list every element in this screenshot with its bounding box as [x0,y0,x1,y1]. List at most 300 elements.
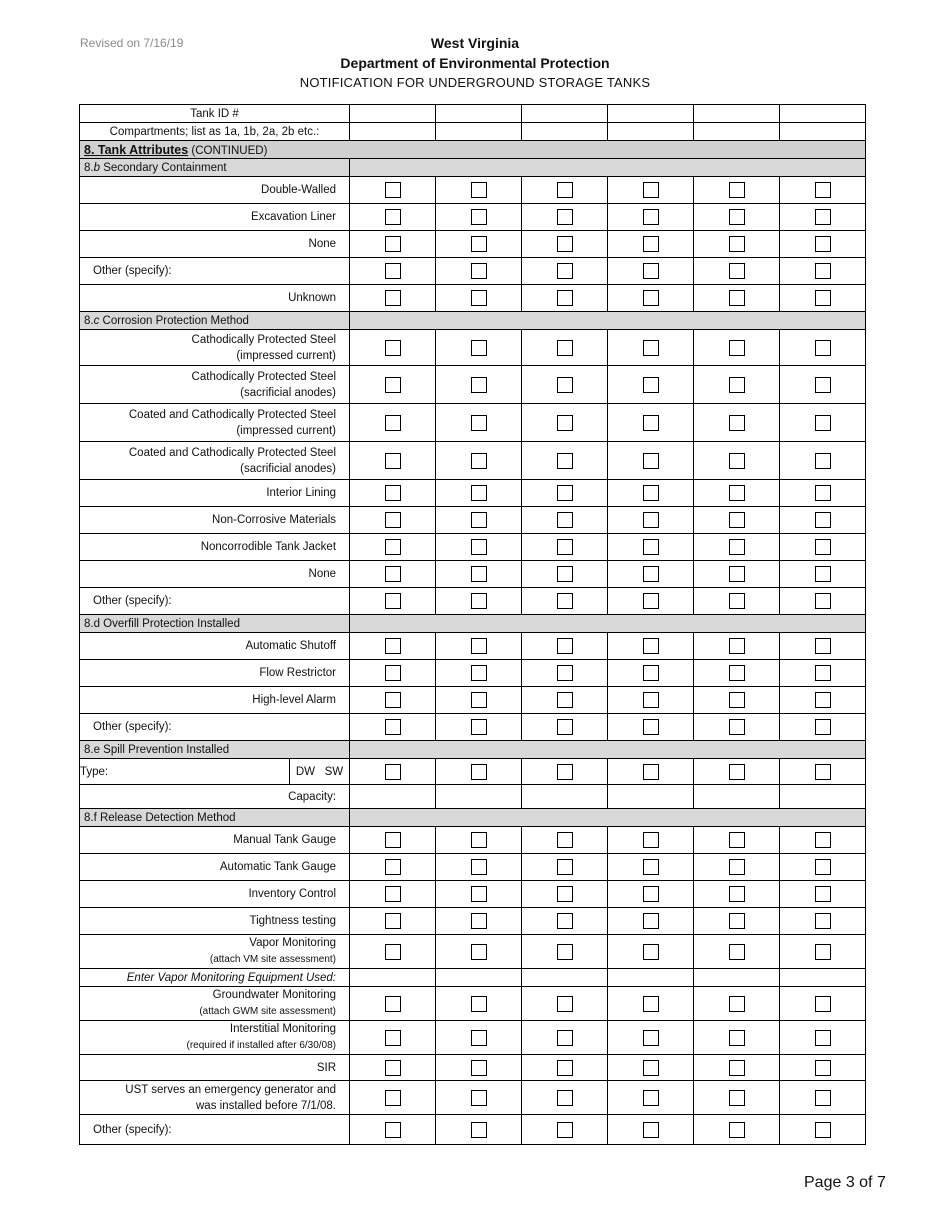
checkbox[interactable] [729,859,745,875]
checkbox[interactable] [385,485,401,501]
checkbox[interactable] [471,1122,487,1138]
checkbox[interactable] [643,859,659,875]
release-vapor-monitoring-tank-3-cell [522,935,608,969]
checkbox[interactable] [729,263,745,279]
corrosion-ccps-sacrificial-tank-3-cell [522,442,608,480]
compartments-tank-1-field[interactable] [350,123,436,141]
release-tightness-testing-tank-6-cell [780,908,866,935]
overfill-title-text: 8.d Overfill Protection Installed [84,617,240,630]
checkbox[interactable] [557,236,573,252]
checkbox[interactable] [557,996,573,1012]
corrosion-ccps-sacrificial-row [80,442,866,480]
checkbox[interactable] [557,764,573,780]
checkbox[interactable] [815,886,831,902]
checkbox[interactable] [815,340,831,356]
spill-prevention-section-title [80,741,350,759]
release-emergency-generator-row [80,1081,866,1115]
checkbox[interactable] [815,1090,831,1106]
checkbox[interactable] [729,340,745,356]
compartments-label [80,123,350,141]
checkbox[interactable] [643,1090,659,1106]
corrosion-ccps-impressed-tank-3-cell [522,404,608,442]
checkbox[interactable] [729,415,745,431]
checkbox[interactable] [643,453,659,469]
corrosion-non-corrosive-row [80,507,866,534]
overfill-automatic-shutoff-tank-6-cell [780,633,866,660]
release-vapor-equipment-tank-3-field[interactable] [522,969,608,987]
release-vapor-equipment-tank-2-field[interactable] [436,969,522,987]
corrosion-cps-impressed-tank-5-cell [694,330,780,366]
checkbox[interactable] [471,1030,487,1046]
checkbox[interactable] [557,182,573,198]
checkbox[interactable] [815,290,831,306]
checkbox[interactable] [385,1122,401,1138]
checkbox[interactable] [557,1060,573,1076]
checkbox[interactable] [385,1090,401,1106]
checkbox[interactable] [557,566,573,582]
checkbox[interactable] [557,859,573,875]
checkbox[interactable] [729,764,745,780]
checkbox[interactable] [815,859,831,875]
overfill-protection-header-row [80,615,866,633]
secondary-double-walled-tank-5-cell [694,177,780,204]
corrosion-cps-impressed-tank-4-cell [608,330,694,366]
checkbox[interactable] [729,944,745,960]
checkbox[interactable] [643,415,659,431]
release-vapor-equipment-tank-1-field[interactable] [350,969,436,987]
release-vapor-equipment-tank-5-field[interactable] [694,969,780,987]
checkbox[interactable] [729,566,745,582]
checkbox[interactable] [385,1030,401,1046]
corrosion-interior-lining-label [80,480,350,507]
checkbox[interactable] [729,485,745,501]
checkbox[interactable] [385,719,401,735]
checkbox[interactable] [815,593,831,609]
checkbox[interactable] [385,415,401,431]
checkbox[interactable] [729,512,745,528]
section-8-continued-text: (CONTINUED) [191,144,268,157]
checkbox[interactable] [471,340,487,356]
checkbox[interactable] [729,692,745,708]
checkbox[interactable] [385,886,401,902]
secondary-double-walled-row [80,177,866,204]
checkbox[interactable] [729,1030,745,1046]
checkbox[interactable] [385,340,401,356]
checkbox[interactable] [815,719,831,735]
spill-capacity-tank-2-field[interactable] [436,785,522,809]
checkbox[interactable] [385,764,401,780]
checkbox[interactable] [643,719,659,735]
corrosion-other-tank-5-cell [694,588,780,615]
checkbox[interactable] [385,996,401,1012]
spill-capacity-tank-5-field[interactable] [694,785,780,809]
compartments-tank-5-field[interactable] [694,123,780,141]
checkbox[interactable] [815,566,831,582]
checkbox[interactable] [471,913,487,929]
checkbox[interactable] [815,485,831,501]
checkbox[interactable] [557,1122,573,1138]
checkbox[interactable] [643,377,659,393]
checkbox[interactable] [471,1090,487,1106]
checkbox[interactable] [643,996,659,1012]
checkbox[interactable] [471,665,487,681]
checkbox[interactable] [471,944,487,960]
tank-id-tank-6-field[interactable] [780,105,866,123]
corrosion-cps-impressed-tank-1-cell [350,330,436,366]
checkbox[interactable] [815,1030,831,1046]
checkbox[interactable] [471,263,487,279]
checkbox[interactable] [471,453,487,469]
release-sir-row [80,1055,866,1081]
checkbox[interactable] [729,593,745,609]
overfill-automatic-shutoff-tank-2-cell [436,633,522,660]
corrosion-other-text-1: Other (specify): [93,595,172,607]
secondary-other-tank-6-cell [780,258,866,285]
checkbox[interactable] [557,1090,573,1106]
checkbox[interactable] [815,415,831,431]
checkbox[interactable] [729,182,745,198]
checkbox[interactable] [729,377,745,393]
checkbox[interactable] [643,913,659,929]
checkbox[interactable] [729,236,745,252]
checkbox[interactable] [815,453,831,469]
checkbox[interactable] [729,665,745,681]
checkbox[interactable] [729,1090,745,1106]
corrosion-none-tank-1-cell [350,561,436,588]
tank-id-label [80,105,350,123]
release-tightness-testing-tank-5-cell [694,908,780,935]
corrosion-ccps-sacrificial-tank-4-cell [608,442,694,480]
checkbox[interactable] [385,638,401,654]
checkbox[interactable] [471,566,487,582]
checkbox[interactable] [643,944,659,960]
checkbox[interactable] [815,209,831,225]
checkbox[interactable] [643,539,659,555]
checkbox[interactable] [729,1060,745,1076]
release-vapor-equipment-tank-4-field[interactable] [608,969,694,987]
checkbox[interactable] [557,377,573,393]
checkbox[interactable] [557,209,573,225]
corrosion-letter: c [93,314,100,327]
overfill-high-level-alarm-tank-2-cell [436,687,522,714]
secondary-other-text-1: Other (specify): [93,265,172,277]
corrosion-noncorrodible-jacket-tank-2-cell [436,534,522,561]
checkbox[interactable] [471,1060,487,1076]
checkbox[interactable] [471,290,487,306]
release-vapor-monitoring-tank-6-cell [780,935,866,969]
corrosion-ccps-sacrificial-tank-2-cell [436,442,522,480]
release-interstitial-monitoring-tank-5-cell [694,1021,780,1055]
checkbox[interactable] [557,290,573,306]
checkbox[interactable] [471,182,487,198]
corrosion-noncorrodible-jacket-text-1: Noncorrodible Tank Jacket [200,541,337,553]
checkbox[interactable] [385,236,401,252]
checkbox[interactable] [557,913,573,929]
checkbox[interactable] [643,1030,659,1046]
corrosion-cps-sacrificial-text-1: Cathodically Protected Steel [191,370,337,383]
checkbox[interactable] [385,453,401,469]
checkbox[interactable] [557,1030,573,1046]
release-inventory-control-tank-1-cell [350,881,436,908]
compartments-tank-6-field[interactable] [780,123,866,141]
release-automatic-tank-gauge-tank-6-cell [780,854,866,881]
release-vapor-equipment-tank-6-field[interactable] [780,969,866,987]
checkbox[interactable] [815,1122,831,1138]
spill-capacity-text-1: Capacity: [288,790,337,803]
compartments-tank-3-field[interactable] [522,123,608,141]
checkbox[interactable] [643,512,659,528]
secondary-prefix: 8. [84,161,94,174]
checkbox[interactable] [815,1060,831,1076]
checkbox[interactable] [643,209,659,225]
checkbox[interactable] [471,859,487,875]
release-other-tank-3-cell [522,1115,608,1145]
secondary-unknown-tank-1-cell [350,285,436,312]
checkbox[interactable] [815,182,831,198]
checkbox[interactable] [729,832,745,848]
checkbox[interactable] [815,539,831,555]
corrosion-prefix: 8. [84,314,94,327]
checkbox[interactable] [815,638,831,654]
checkbox[interactable] [385,209,401,225]
release-vapor-monitoring-text-1: Vapor Monitoring [249,937,337,949]
compartments-tank-2-field[interactable] [436,123,522,141]
checkbox[interactable] [643,665,659,681]
release-tightness-testing-row [80,908,866,935]
spill-sw-text: SW [324,765,344,778]
secondary-unknown-text-1: Unknown [288,292,337,304]
checkbox[interactable] [385,593,401,609]
corrosion-other-tank-1-cell [350,588,436,615]
checkbox[interactable] [643,692,659,708]
spill-type-tank-3-cell [522,759,608,785]
spill-capacity-tank-6-field[interactable] [780,785,866,809]
checkbox[interactable] [385,290,401,306]
corrosion-non-corrosive-tank-4-cell [608,507,694,534]
tank-id-text-1: Tank ID # [190,107,239,120]
checkbox[interactable] [471,593,487,609]
checkbox[interactable] [643,485,659,501]
checkbox[interactable] [643,832,659,848]
release-interstitial-monitoring-tank-4-cell [608,1021,694,1055]
secondary-none-tank-4-cell [608,231,694,258]
checkbox[interactable] [471,996,487,1012]
checkbox[interactable] [385,512,401,528]
release-sir-label [80,1055,350,1081]
release-sir-tank-5-cell [694,1055,780,1081]
checkbox[interactable] [557,485,573,501]
tank-id-tank-1-field[interactable] [350,105,436,123]
tank-id-tank-2-field[interactable] [436,105,522,123]
checkbox[interactable] [557,719,573,735]
checkbox[interactable] [643,593,659,609]
corrosion-ccps-sacrificial-tank-5-cell [694,442,780,480]
release-vapor-monitoring-row [80,935,866,969]
release-emergency-generator-tank-2-cell [436,1081,522,1115]
checkbox[interactable] [729,209,745,225]
checkbox[interactable] [815,944,831,960]
checkbox[interactable] [643,1122,659,1138]
checkbox[interactable] [557,944,573,960]
spill-capacity-tank-3-field[interactable] [522,785,608,809]
release-automatic-tank-gauge-tank-5-cell [694,854,780,881]
corrosion-cps-sacrificial-tank-5-cell [694,366,780,404]
checkbox[interactable] [729,996,745,1012]
checkbox[interactable] [471,764,487,780]
checkbox[interactable] [643,182,659,198]
checkbox[interactable] [471,377,487,393]
checkbox[interactable] [729,638,745,654]
checkbox[interactable] [385,539,401,555]
overfill-other-text-1: Other (specify): [93,721,172,733]
checkbox[interactable] [385,566,401,582]
tank-id-row [80,105,866,123]
checkbox[interactable] [815,913,831,929]
compartments-tank-4-field[interactable] [608,123,694,141]
checkbox[interactable] [815,996,831,1012]
spill-type-tank-1-cell [350,759,436,785]
corrosion-noncorrodible-jacket-tank-3-cell [522,534,608,561]
corrosion-noncorrodible-jacket-tank-4-cell [608,534,694,561]
checkbox[interactable] [557,692,573,708]
checkbox[interactable] [643,886,659,902]
corrosion-ccps-sacrificial-tank-1-cell [350,442,436,480]
checkbox[interactable] [385,692,401,708]
checkbox[interactable] [557,453,573,469]
release-automatic-tank-gauge-tank-1-cell [350,854,436,881]
release-emergency-generator-text-2: was installed before 7/1/08. [196,1099,337,1112]
checkbox[interactable] [471,832,487,848]
checkbox[interactable] [729,913,745,929]
secondary-double-walled-tank-4-cell [608,177,694,204]
checkbox[interactable] [643,340,659,356]
checkbox[interactable] [729,719,745,735]
checkbox[interactable] [385,377,401,393]
secondary-double-walled-tank-6-cell [780,177,866,204]
checkbox[interactable] [815,512,831,528]
checkbox[interactable] [557,539,573,555]
release-groundwater-monitoring-text-2: (attach GWM site assessment) [199,1006,337,1017]
checkbox[interactable] [471,512,487,528]
form-title: NOTIFICATION FOR UNDERGROUND STORAGE TANKS [299,75,651,90]
checkbox[interactable] [557,340,573,356]
compartments-text-1: Compartments; list as 1a, 1b, 2a, 2b etc.: [109,125,320,138]
release-vapor-monitoring-label [80,935,350,969]
revision-date: Revised on 7/16/19 [80,36,184,50]
spill-prevention-header-row [80,741,866,759]
checkbox[interactable] [385,832,401,848]
secondary-other-tank-3-cell [522,258,608,285]
checkbox[interactable] [385,859,401,875]
checkbox[interactable] [815,263,831,279]
checkbox[interactable] [815,377,831,393]
checkbox[interactable] [643,236,659,252]
checkbox[interactable] [471,719,487,735]
checkbox[interactable] [729,453,745,469]
overfill-high-level-alarm-tank-3-cell [522,687,608,714]
spill-capacity-tank-1-field[interactable] [350,785,436,809]
section-8-title [80,141,866,159]
secondary-letter: b [93,161,100,174]
corrosion-non-corrosive-label [80,507,350,534]
spill-capacity-tank-4-field[interactable] [608,785,694,809]
checkbox[interactable] [557,638,573,654]
checkbox[interactable] [471,692,487,708]
checkbox[interactable] [385,1060,401,1076]
release-groundwater-monitoring-tank-5-cell [694,987,780,1021]
checkbox[interactable] [557,593,573,609]
corrosion-title: Corrosion Protection Method [99,314,249,327]
corrosion-cps-sacrificial-row [80,366,866,404]
checkbox[interactable] [471,236,487,252]
checkbox[interactable] [729,290,745,306]
release-vapor-monitoring-tank-5-cell [694,935,780,969]
checkbox[interactable] [643,764,659,780]
checkbox[interactable] [557,263,573,279]
secondary-other-tank-1-cell [350,258,436,285]
checkbox[interactable] [385,913,401,929]
checkbox[interactable] [471,485,487,501]
tank-id-tank-3-field[interactable] [522,105,608,123]
overfill-flow-restrictor-tank-1-cell [350,660,436,687]
checkbox[interactable] [471,415,487,431]
checkbox[interactable] [385,944,401,960]
checkbox[interactable] [729,539,745,555]
checkbox[interactable] [815,832,831,848]
spill-prevention-header-fill [350,741,866,759]
overfill-other-tank-3-cell [522,714,608,741]
tank-id-tank-4-field[interactable] [608,105,694,123]
checkbox[interactable] [557,886,573,902]
checkbox[interactable] [815,764,831,780]
checkbox[interactable] [643,1060,659,1076]
release-groundwater-monitoring-label [80,987,350,1021]
checkbox[interactable] [471,638,487,654]
secondary-excavation-liner-tank-3-cell [522,204,608,231]
checkbox[interactable] [471,539,487,555]
checkbox[interactable] [471,209,487,225]
secondary-containment-header-fill [350,159,866,177]
tank-id-tank-5-field[interactable] [694,105,780,123]
secondary-other-label [80,258,350,285]
checkbox[interactable] [729,886,745,902]
checkbox[interactable] [557,415,573,431]
overfill-high-level-alarm-tank-6-cell [780,687,866,714]
checkbox[interactable] [385,182,401,198]
release-title-text: 8.f Release Detection Method [84,811,236,824]
checkbox[interactable] [557,665,573,681]
checkbox[interactable] [385,665,401,681]
checkbox[interactable] [643,566,659,582]
checkbox[interactable] [557,512,573,528]
checkbox[interactable] [471,886,487,902]
overfill-high-level-alarm-tank-4-cell [608,687,694,714]
checkbox[interactable] [815,236,831,252]
corrosion-protection-section-title [80,312,350,330]
corrosion-noncorrodible-jacket-label [80,534,350,561]
checkbox[interactable] [643,263,659,279]
corrosion-cps-impressed-text-2: (impressed current) [236,349,337,362]
checkbox[interactable] [815,692,831,708]
checkbox[interactable] [643,290,659,306]
checkbox[interactable] [729,1122,745,1138]
checkbox[interactable] [643,638,659,654]
release-vapor-monitoring-tank-2-cell [436,935,522,969]
release-emergency-generator-label [80,1081,350,1115]
checkbox[interactable] [815,665,831,681]
checkbox[interactable] [557,832,573,848]
checkbox[interactable] [385,263,401,279]
